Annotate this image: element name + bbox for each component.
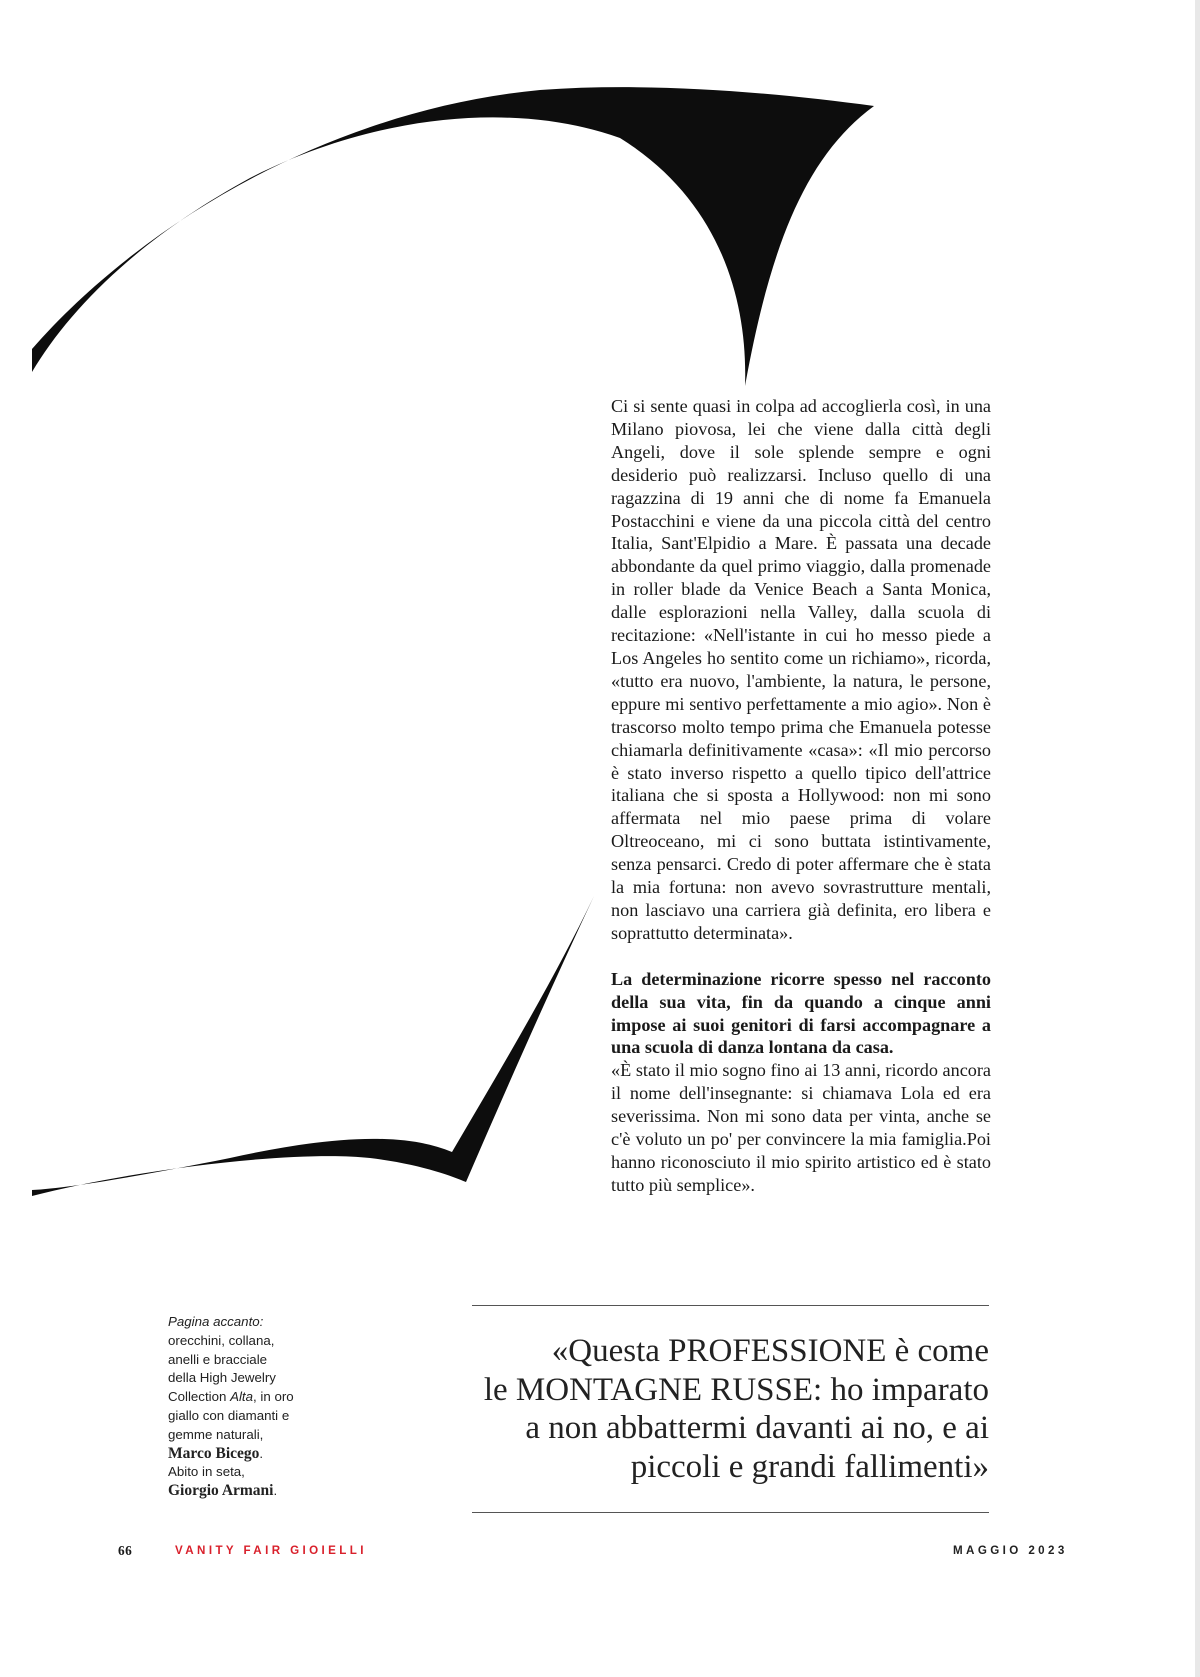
pull-quote-line: «Questa PROFESSIONE è come xyxy=(551,1333,989,1369)
article-lead-paragraph: La determinazione ricorre spesso nel racconto della sua vita, fin da quando a cinque anni impose ai suoi genitori di farsi accompagnare a una scuola di danza lontana da casa. xyxy=(611,968,991,1058)
caption-intro: Pagina accanto: xyxy=(168,1314,264,1329)
page-number: 66 xyxy=(118,1543,133,1558)
caption-text: . Abito in seta, xyxy=(168,1445,264,1480)
pull-quote-line: a non abbattermi davanti ai no, e ai xyxy=(525,1410,989,1446)
pull-quote-line: le MONTAGNE RUSSE: ho imparato xyxy=(483,1371,989,1408)
pull-quote xyxy=(472,1332,989,1486)
pull-quote-bottom-rule xyxy=(472,1512,989,1513)
caption-text: . xyxy=(273,1483,278,1499)
issue-date: MAGGIO 2023 xyxy=(953,1544,1068,1557)
caption-collection: Alta xyxy=(230,1389,254,1405)
pull-quote-top-rule xyxy=(472,1305,989,1306)
photo-caption xyxy=(168,1313,296,1501)
article-body xyxy=(611,395,991,1197)
article-paragraph: Ci si sente quasi in colpa ad accoglierla così, in una Milano piovosa, lei che viene dalla città degli Angeli, dove il sole splende sempre e ogni desiderio può realizzarsi. Incluso quello di una ragazzina di 19 anni che di nome fa Emanuela Postacchini e viene da una piccola città del centro Italia, Sant'Elpidio a Mare. È passata una decade abbondante da quel primo viaggio, dalla promenade in roller blade da Venice Beach a Santa Monica, dalle esplorazioni nella Valley, dalla scuola di recitazione: «Nell'istante in cui ho messo piede a Los Angeles ho sentito come un richiamo», ricorda, «tutto era nuovo, l'ambiente, la natura, le persone, eppure mi sentivo perfettamente a mio agio». Non è trascorso molto tempo prima che Emanuela potesse chiamarla definitivamente «casa»: «Il mio percorso è stato inverso rispetto a quello tipico dell'attrice italiana che si sposta a Hollywood: non mi sono affermata nel mio paese prima di volare Oltreoceano, mi ci sono buttata istintivamente, senza pensarci. Credo di poter affermare che è stata la mia fortuna: non avevo sovrastrutture mentali, non lasciavo una carriera già definita, ero libera e soprattutto determinata». xyxy=(611,396,991,943)
caption-brand: Marco Bicego xyxy=(168,1444,260,1462)
article-paragraph: «È stato il mio sogno fino ai 13 anni, ricordo ancora il nome dell'insegnante: si chiamava Lola ed era severissima. Non mi sono data per vinta, anche se c'è voluto un po' per convincere la mia famiglia.Poi hanno riconosciuto il mio spirito artistico ed è stato tutto più semplice». xyxy=(611,1060,991,1195)
pull-quote-line: piccoli e grandi fallimenti» xyxy=(630,1448,989,1485)
caption-text: orecchini, collana, anelli e bracciale della High Jewelry Collection xyxy=(168,1332,276,1405)
caption-brand: Giorgio Armani xyxy=(168,1482,274,1500)
magazine-name: VANITY FAIR GIOIELLI xyxy=(175,1544,367,1557)
caption-text: , in oro giallo con diamanti e gemme naturali, xyxy=(168,1389,294,1442)
